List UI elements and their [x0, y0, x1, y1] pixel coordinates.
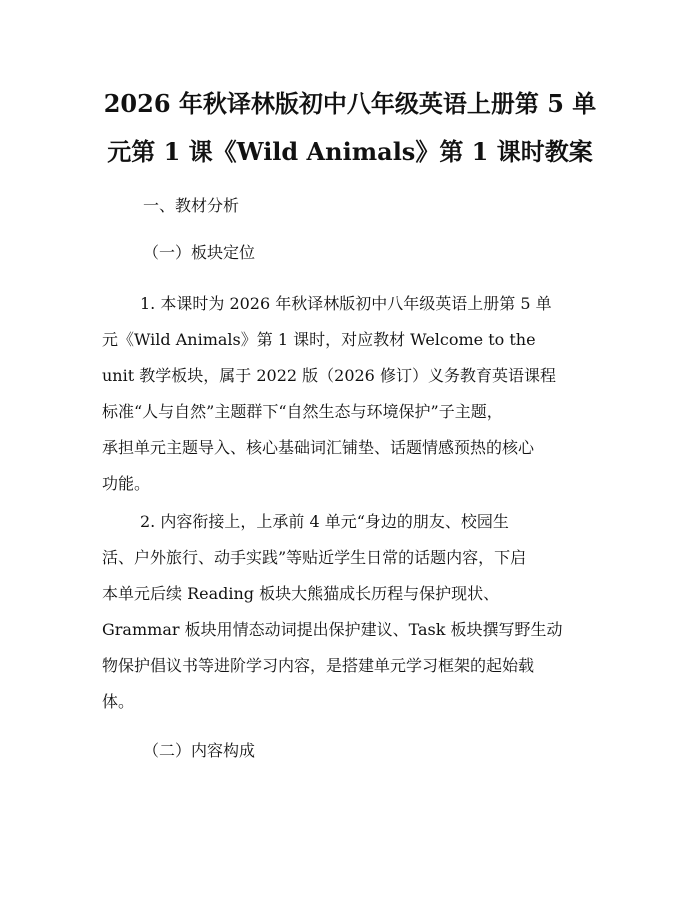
- title-line-1: 2026 年秋译林版初中八年级英语上册第 5 单: [103, 89, 597, 118]
- paragraph-2-line: 本单元后续 Reading 板块大熊猫成长历程与保护现状、: [102, 584, 500, 603]
- paragraph-1-line: 元《Wild Animals》第 1 课时，对应教材 Welcome to the: [102, 330, 536, 349]
- paragraph-2-line: Grammar 板块用情态动词提出保护建议、Task 板块撰写野生动: [102, 620, 563, 639]
- title-line-2: 元第 1 课《Wild Animals》第 1 课时教案: [107, 137, 593, 166]
- subsection-heading-module-positioning: （一）板块定位: [143, 243, 256, 262]
- paragraph-1-line: 1. 本课时为 2026 年秋译林版初中八年级英语上册第 5 单: [140, 294, 552, 313]
- paragraph-2-line: 体。: [102, 692, 135, 711]
- document-title: [90, 80, 610, 176]
- paragraph-2-line: 2. 内容衔接上，上承前 4 单元“身边的朋友、校园生: [140, 512, 509, 531]
- paragraph-1: [102, 286, 602, 502]
- section-heading-teaching-material-analysis: 一、教材分析: [143, 196, 240, 215]
- paragraph-1-line: 功能。: [102, 474, 151, 493]
- paragraph-1-line: 承担单元主题导入、核心基础词汇铺垫、话题情感预热的核心: [102, 438, 535, 457]
- paragraph-2-line: 物保护倡议书等进阶学习内容，是搭建单元学习框架的起始载: [102, 656, 535, 675]
- paragraph-2: [102, 504, 602, 720]
- paragraph-1-line: 标准“人与自然”主题群下“自然生态与环境保护”子主题，: [102, 402, 503, 421]
- paragraph-1-line: unit 教学板块，属于 2022 版（2026 修订）义务教育英语课程: [102, 366, 556, 385]
- subsection-heading-content-composition: （二）内容构成: [143, 741, 256, 760]
- paragraph-2-line: 活、户外旅行、动手实践”等贴近学生日常的话题内容，下启: [102, 548, 527, 567]
